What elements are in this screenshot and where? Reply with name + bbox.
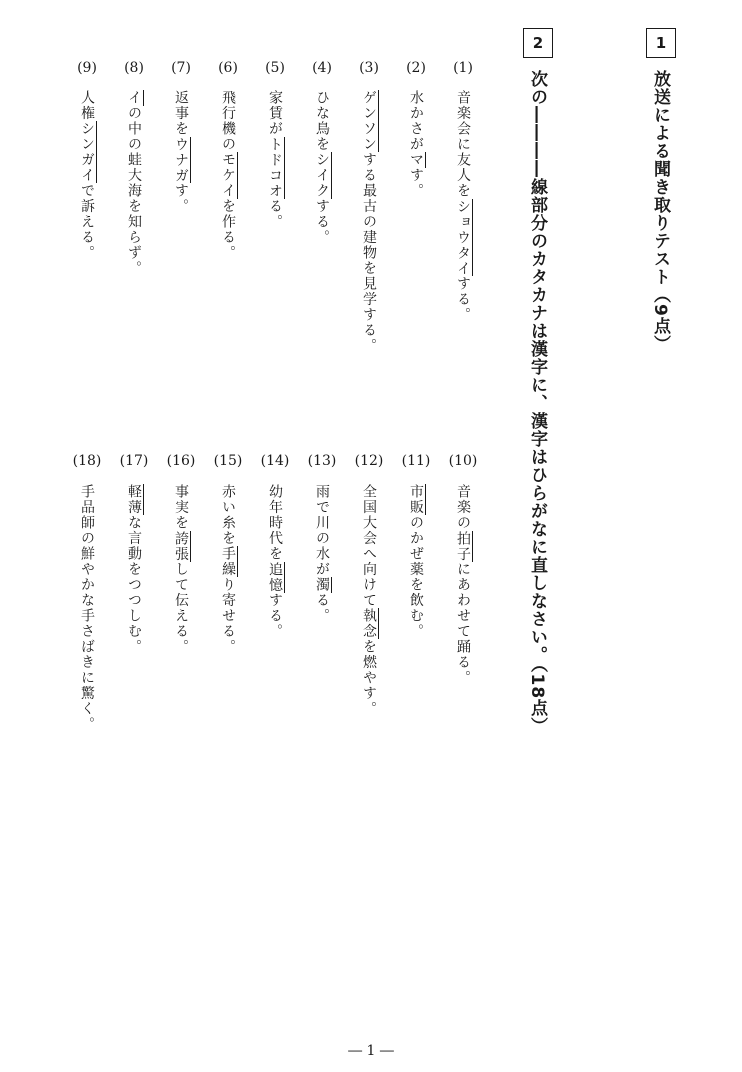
- question-number: (2): [406, 60, 426, 76]
- question-text: [267, 484, 283, 639]
- underlined-target: モケイ: [220, 152, 236, 199]
- text-post: する。: [267, 592, 283, 639]
- question-text: [267, 90, 283, 230]
- text-pre: 人権: [79, 90, 95, 121]
- section-1-heading: 放送による聞き取りテスト（9点）: [650, 70, 670, 353]
- question-number: (12): [354, 453, 384, 469]
- text-pre: 音楽会に友人を: [455, 90, 471, 199]
- underlined-target: 執念: [361, 608, 377, 639]
- underlined-target: 拍子: [455, 530, 471, 562]
- underlined-target: シイク: [314, 152, 330, 199]
- text-pre: 飛行機の: [220, 90, 236, 152]
- question-text: [173, 90, 189, 214]
- heading-prefix: 次の: [527, 70, 547, 106]
- question-number: (9): [77, 60, 97, 76]
- text-post: して伝える。: [173, 561, 189, 655]
- text-pre: 事実を: [173, 484, 189, 531]
- question-number: (18): [72, 453, 102, 469]
- question-text: [79, 90, 95, 261]
- question-text: [455, 484, 471, 686]
- underlined-target: シンガイ: [79, 121, 95, 183]
- question-text: [126, 484, 142, 655]
- text-post: を燃やす。: [361, 639, 377, 717]
- text-post: のかぜ薬を飲む。: [408, 515, 424, 639]
- question-number: (11): [401, 453, 431, 469]
- text-post: り寄せる。: [220, 577, 236, 655]
- text-pre: ひな鳥を: [314, 90, 330, 152]
- question-number: (13): [307, 453, 337, 469]
- question-number: (14): [260, 453, 290, 469]
- section-2-number: 2: [523, 28, 553, 58]
- text-pre: 手品師の鮮やかな手さばきに驚く。: [79, 484, 95, 732]
- text-post: の中の蛙大海を知らず。: [126, 105, 142, 276]
- question-text: [314, 484, 330, 624]
- underlined-target: 誇張: [173, 530, 189, 562]
- underlined-target: 追憶: [267, 561, 283, 593]
- underlined-target: 手繰: [220, 546, 236, 577]
- underlined-target: トドコオ: [267, 136, 283, 199]
- text-post: で訴える。: [79, 183, 95, 261]
- text-post: る。: [314, 592, 330, 624]
- text-post: する。: [455, 276, 471, 323]
- question-number: (17): [119, 453, 149, 469]
- text-post: す。: [173, 183, 189, 214]
- question-text: [173, 484, 189, 655]
- question-number: (15): [213, 453, 243, 469]
- text-post: な言動をつつしむ。: [126, 515, 142, 655]
- question-number: (3): [359, 60, 379, 76]
- text-pre: 全国大会へ向けて: [361, 484, 377, 608]
- underlined-target: マ: [408, 152, 424, 168]
- text-pre: 返事を: [173, 90, 189, 137]
- question-text: [408, 484, 424, 639]
- text-post: を作る。: [220, 198, 236, 261]
- underlined-target: ゲンソン: [361, 90, 377, 152]
- question-number: (5): [265, 60, 285, 76]
- page-number: ― 1 ―: [348, 1043, 394, 1059]
- text-post: にあわせて踊る。: [455, 561, 471, 686]
- underlined-target: イ: [126, 90, 142, 106]
- text-post: する。: [314, 198, 330, 245]
- question-number: (7): [171, 60, 191, 76]
- text-post: る。: [267, 198, 283, 230]
- text-post: する最古の建物を見学する。: [361, 152, 377, 354]
- question-text: [314, 90, 330, 245]
- underlined-target: 市販: [408, 484, 424, 515]
- heading-suffix: 線部分のカタカナは漢字に、漢字はひらがなに直しなさい。（18点）: [527, 178, 547, 736]
- underlined-target: 濁: [314, 577, 330, 593]
- question-number: (8): [124, 60, 144, 76]
- question-text: [408, 90, 424, 199]
- question-text: [455, 90, 471, 323]
- underlined-target: ショウタイ: [455, 198, 471, 276]
- question-text: [220, 90, 236, 261]
- text-pre: 雨で川の水が: [314, 484, 330, 577]
- text-pre: 水かさが: [408, 90, 424, 152]
- question-text: [361, 90, 377, 354]
- question-number: (16): [166, 453, 196, 469]
- question-text: [79, 484, 95, 732]
- question-text: [220, 484, 236, 655]
- question-number: (1): [453, 60, 473, 76]
- question-number: (6): [218, 60, 238, 76]
- question-number: (10): [448, 453, 478, 469]
- question-text: [126, 90, 142, 276]
- text-post: す。: [408, 167, 424, 199]
- heading-dash: ――――: [527, 106, 547, 178]
- text-pre: 家賃が: [267, 90, 283, 137]
- underlined-target: ウナガ: [173, 136, 189, 183]
- underlined-target: 軽薄: [126, 484, 142, 515]
- question-text: [361, 484, 377, 717]
- question-number: (4): [312, 60, 332, 76]
- text-pre: 音楽の: [455, 484, 471, 531]
- section-2-heading: [527, 70, 547, 735]
- section-1-number: 1: [646, 28, 676, 58]
- text-pre: 幼年時代を: [267, 484, 283, 562]
- text-pre: 赤い糸を: [220, 484, 236, 546]
